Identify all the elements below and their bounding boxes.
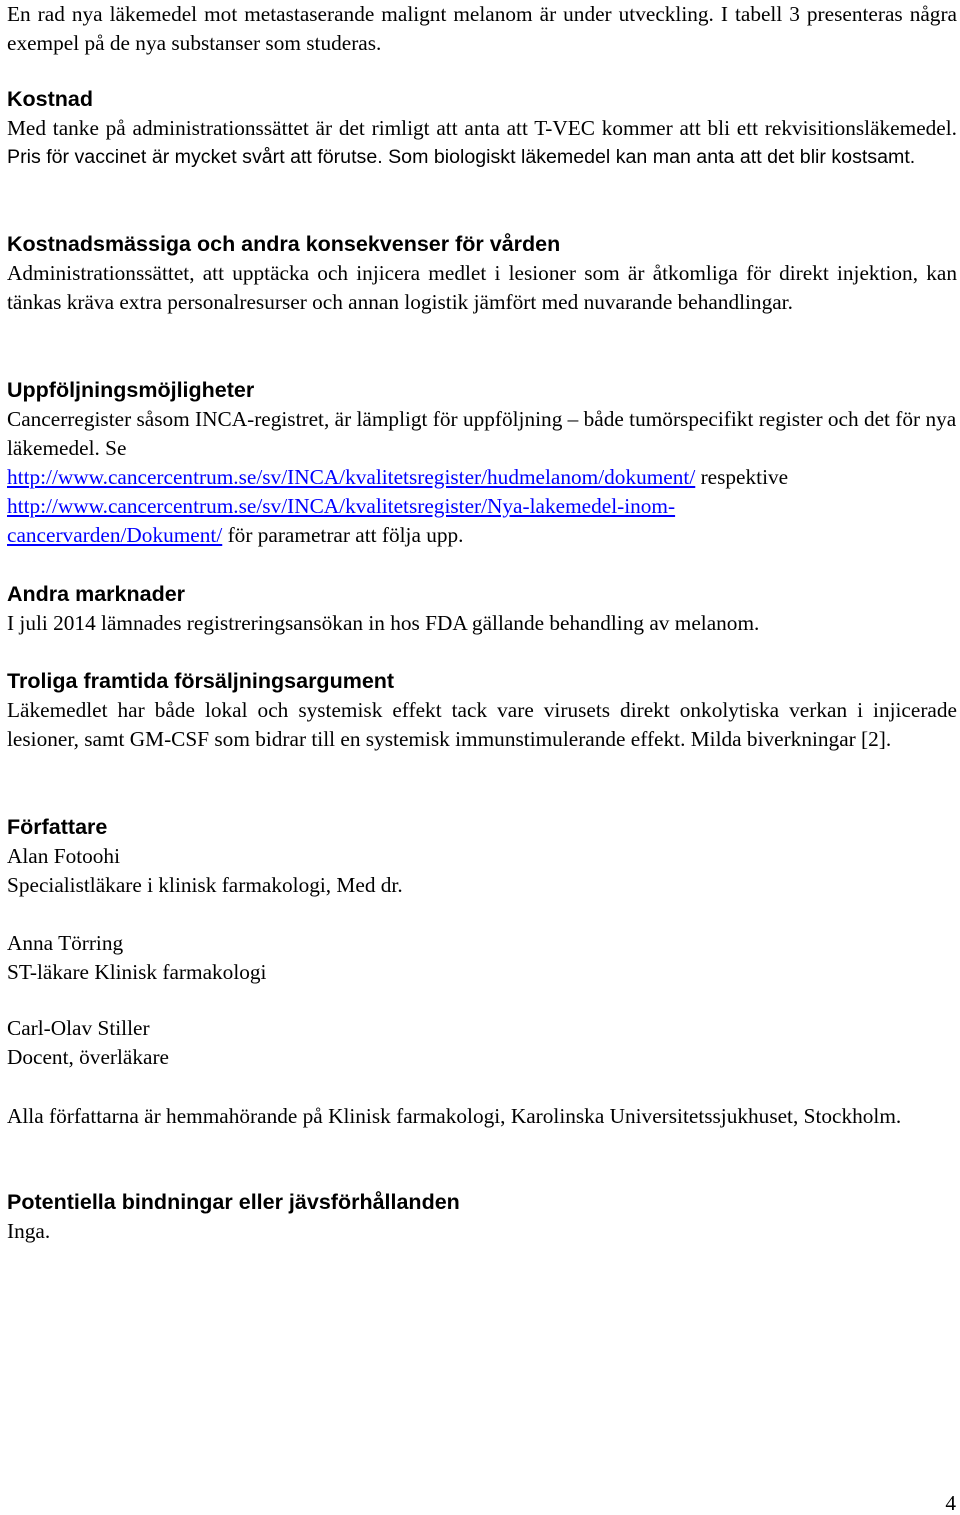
nya-lakemedel-link-line2: cancervarden/Dokument/ [7, 523, 223, 547]
andra-marknader-heading: Andra marknader [7, 582, 186, 606]
forfattare-section [7, 813, 957, 900]
uppfoljning-section [7, 376, 957, 550]
page-number: 4 [945, 1491, 956, 1515]
uppfoljning-text-before: Cancerregister såsom INCA-registret, är lämpligt för uppföljning – både tumörspecifikt register och det för nya läkemedel. Se [7, 407, 957, 460]
affiliation-block [7, 1102, 957, 1131]
author-title: Docent, överläkare [7, 1045, 170, 1069]
argument-section [7, 667, 957, 754]
author-title: ST-läkare Klinisk farmakologi [7, 960, 267, 984]
konsekvenser-section [7, 230, 957, 317]
forfattare-heading: Författare [7, 815, 108, 839]
konsekvenser-paragraph: Administrationssättet, att upptäcka och injicera medlet i lesioner som är åtkomliga för direkt injektion, kan tänkas kräva extra personalresurser och annan logistik jämfört med nuvarande behandlingar. [7, 261, 957, 314]
kostnad-section [7, 85, 957, 172]
nya-lakemedel-link-line1: http://www.cancercentrum.se/sv/INCA/kvalitetsregister/Nya-lakemedel-inom- [7, 494, 676, 518]
uppfoljning-text-after: för parametrar att följa upp. [227, 523, 464, 547]
kostnad-heading: Kostnad [7, 87, 93, 111]
affiliation-paragraph: Alla författarna är hemmahörande på Klinisk farmakologi, Karolinska Universitetssjukhuset, Stockholm. [7, 1104, 902, 1128]
author-name: Alan Fotoohi [7, 844, 120, 868]
jav-section [7, 1188, 957, 1246]
intro-section [7, 0, 957, 58]
author-name: Carl-Olav Stiller [7, 1016, 150, 1040]
argument-heading: Troliga framtida försäljningsargument [7, 669, 395, 693]
author-name: Anna Törring [7, 931, 124, 955]
jav-heading: Potentiella bindningar eller jävsförhållanden [7, 1190, 460, 1214]
uppfoljning-heading: Uppföljningsmöjligheter [7, 378, 255, 402]
andra-marknader-paragraph: I juli 2014 lämnades registreringsansökan in hos FDA gällande behandling av melanom. [7, 611, 760, 635]
kostnad-text-sans: Pris för vaccinet är mycket svårt att förutse. Som biologiskt läkemedel kan man anta att det blir kostsamt. [7, 146, 916, 168]
intro-paragraph: En rad nya läkemedel mot metastaserande malignt melanom är under utveckling. I tabell 3 presenteras några exempel på de nya substanser som studeras. [7, 2, 957, 55]
author-block [7, 1014, 957, 1072]
author-title: Specialistläkare i klinisk farmakologi, Med dr. [7, 873, 403, 897]
argument-paragraph: Läkemedlet har både lokal och systemisk effekt tack vare virusets direkt onkolytiska verkan i injicerade lesioner, samt GM-CSF som bidrar till en systemisk immunstimulerande effekt. Milda biverkningar [2]. [7, 698, 957, 751]
kostnad-paragraph [7, 114, 957, 172]
jav-paragraph: Inga. [7, 1219, 51, 1243]
kostnad-text-serif: Med tanke på administrationssättet är det rimligt att anta att T-VEC kommer att bli ett rekvisitionsläkemedel. [7, 116, 957, 140]
konsekvenser-heading: Kostnadsmässiga och andra konsekvenser för vården [7, 232, 561, 256]
author-block [7, 929, 957, 987]
uppfoljning-paragraph [7, 405, 957, 550]
hudmelanom-link[interactable]: http://www.cancercentrum.se/sv/INCA/kvalitetsregister/hudmelanom/dokument/ [7, 465, 696, 489]
andra-marknader-section [7, 580, 957, 638]
uppfoljning-text-between: respektive [700, 465, 789, 489]
